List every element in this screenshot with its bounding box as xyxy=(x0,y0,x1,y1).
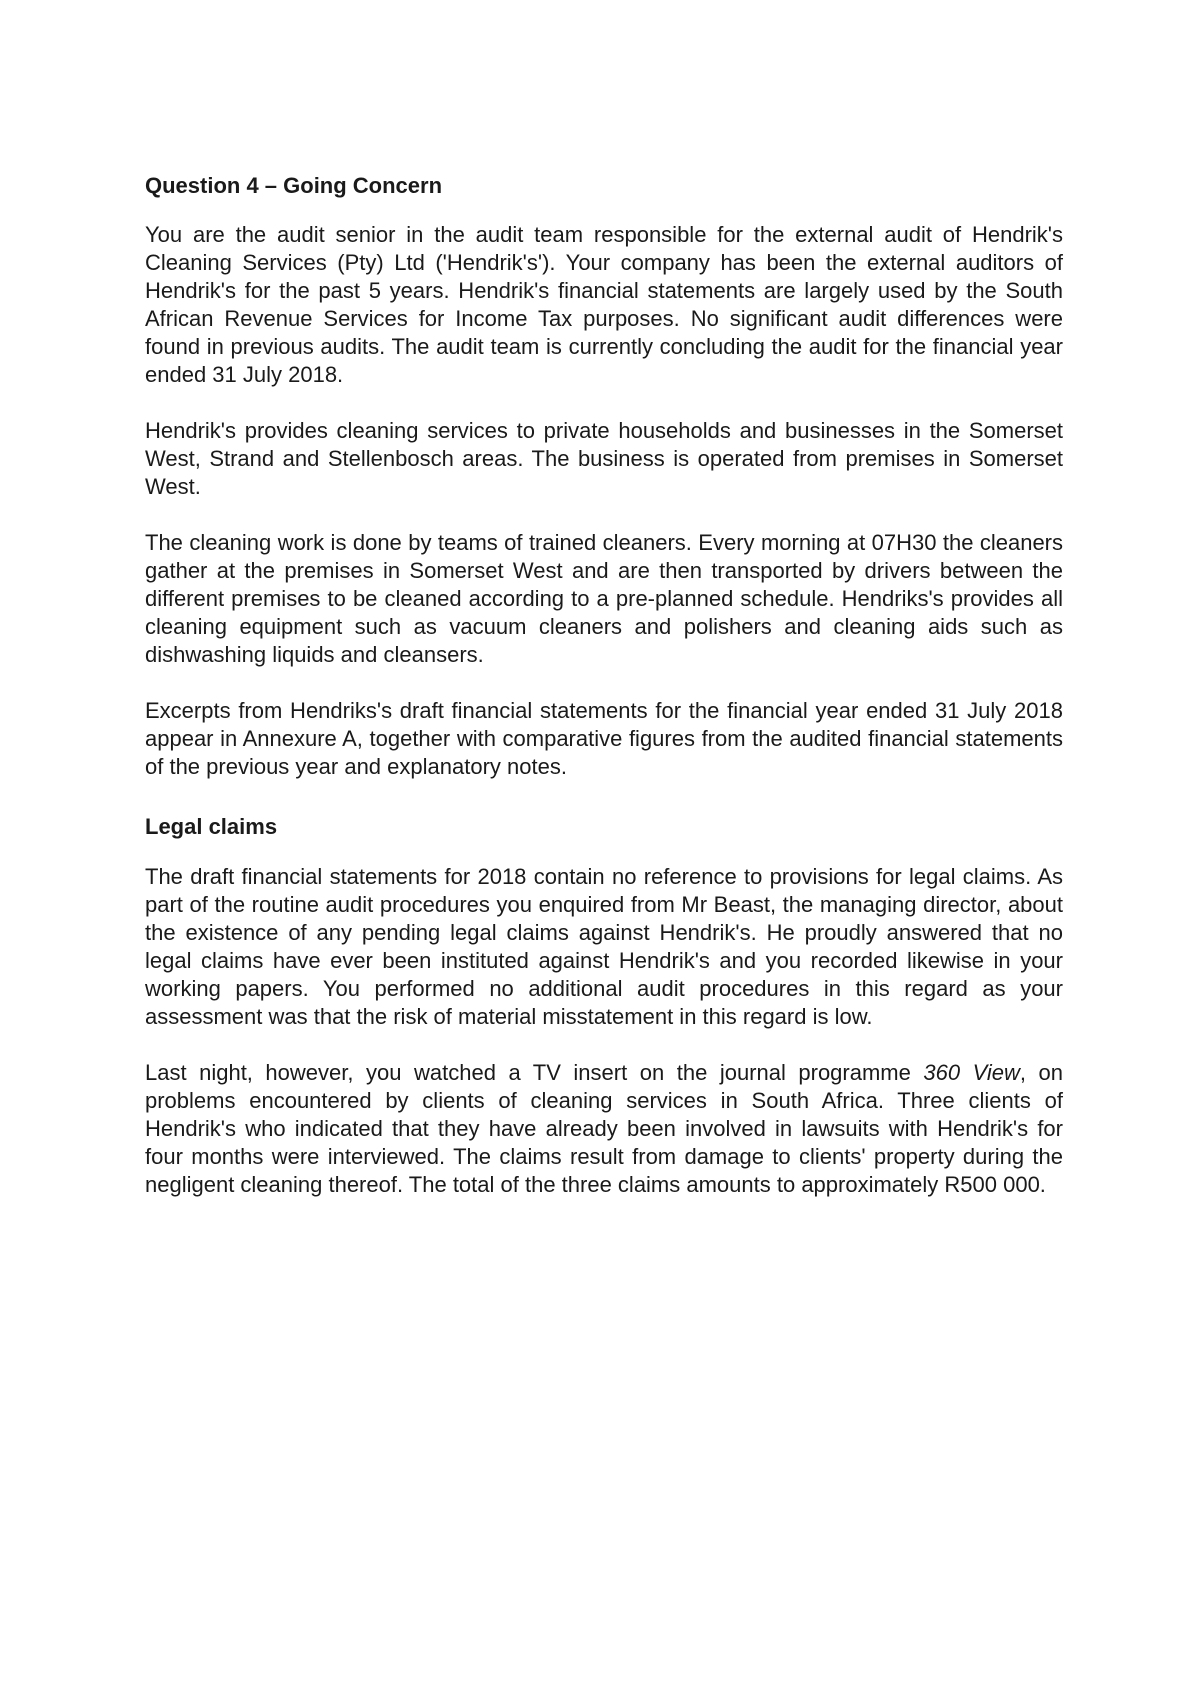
paragraph-legal-claims-enquiry: The draft financial statements for 2018 contain no reference to provisions for legal claims. As part of the routine audit procedures you enquired from Mr Beast, the managing director, about the existence of any pending legal claims against Hendrik's. He proudly answered that no legal claims have ever been instituted against Hendrik's and you recorded likewise in your working papers. You performed no additional audit procedures in this regard as your assessment was that the risk of material misstatement in this regard is low. xyxy=(145,864,1063,1029)
paragraph-audit-context: You are the audit senior in the audit team responsible for the external audit of Hendrik's Cleaning Services (Pty) Ltd ('Hendrik's'). Your company has been the external auditors of Hendrik's for the past 5 years. Hendrik's financial statements are largely used by the South African Revenue Services for Income Tax purposes. No significant audit differences were found in previous audits. The audit team is currently concluding the audit for the financial year ended 31 July 2018. xyxy=(145,222,1063,387)
tv-insert-text-start: Last night, however, you watched a TV insert on the journal programme xyxy=(145,1060,924,1085)
question-heading: Question 4 – Going Concern xyxy=(145,173,443,198)
paragraph-excerpts: Excerpts from Hendriks's draft financial statements for the financial year ended 31 July 2018 appear in Annexure A, together with comparative figures from the audited financial statements of the previous year and explanatory notes. xyxy=(145,698,1063,779)
programme-name: 360 View xyxy=(923,1060,1020,1085)
paragraph-business-description: Hendrik's provides cleaning services to private households and businesses in the Somerset West, Strand and Stellenbosch areas. The business is operated from premises in Somerset West. xyxy=(145,418,1063,499)
tv-insert-text-end: , on problems encountered by clients of cleaning services in South Africa. Three clients of Hendrik's who indicated that they have already been involved in lawsuits with Hendrik's for four months were interviewed. The claims result from damage to clients' property during the negligent cleaning thereof. The total of the three claims amounts to approximately R500 000. xyxy=(145,1060,1063,1197)
document-content xyxy=(145,168,1063,1227)
paragraph-tv-insert xyxy=(145,1059,1063,1199)
paragraph-cleaning-operations: The cleaning work is done by teams of trained cleaners. Every morning at 07H30 the cleaners gather at the premises in Somerset West and are then transported by drivers between the different premises to be cleaned according to a pre-planned schedule. Hendriks's provides all cleaning equipment such as vacuum cleaners and polishers and cleaning aids such as dishwashing liquids and cleansers. xyxy=(145,530,1063,667)
legal-claims-heading: Legal claims xyxy=(145,814,278,839)
